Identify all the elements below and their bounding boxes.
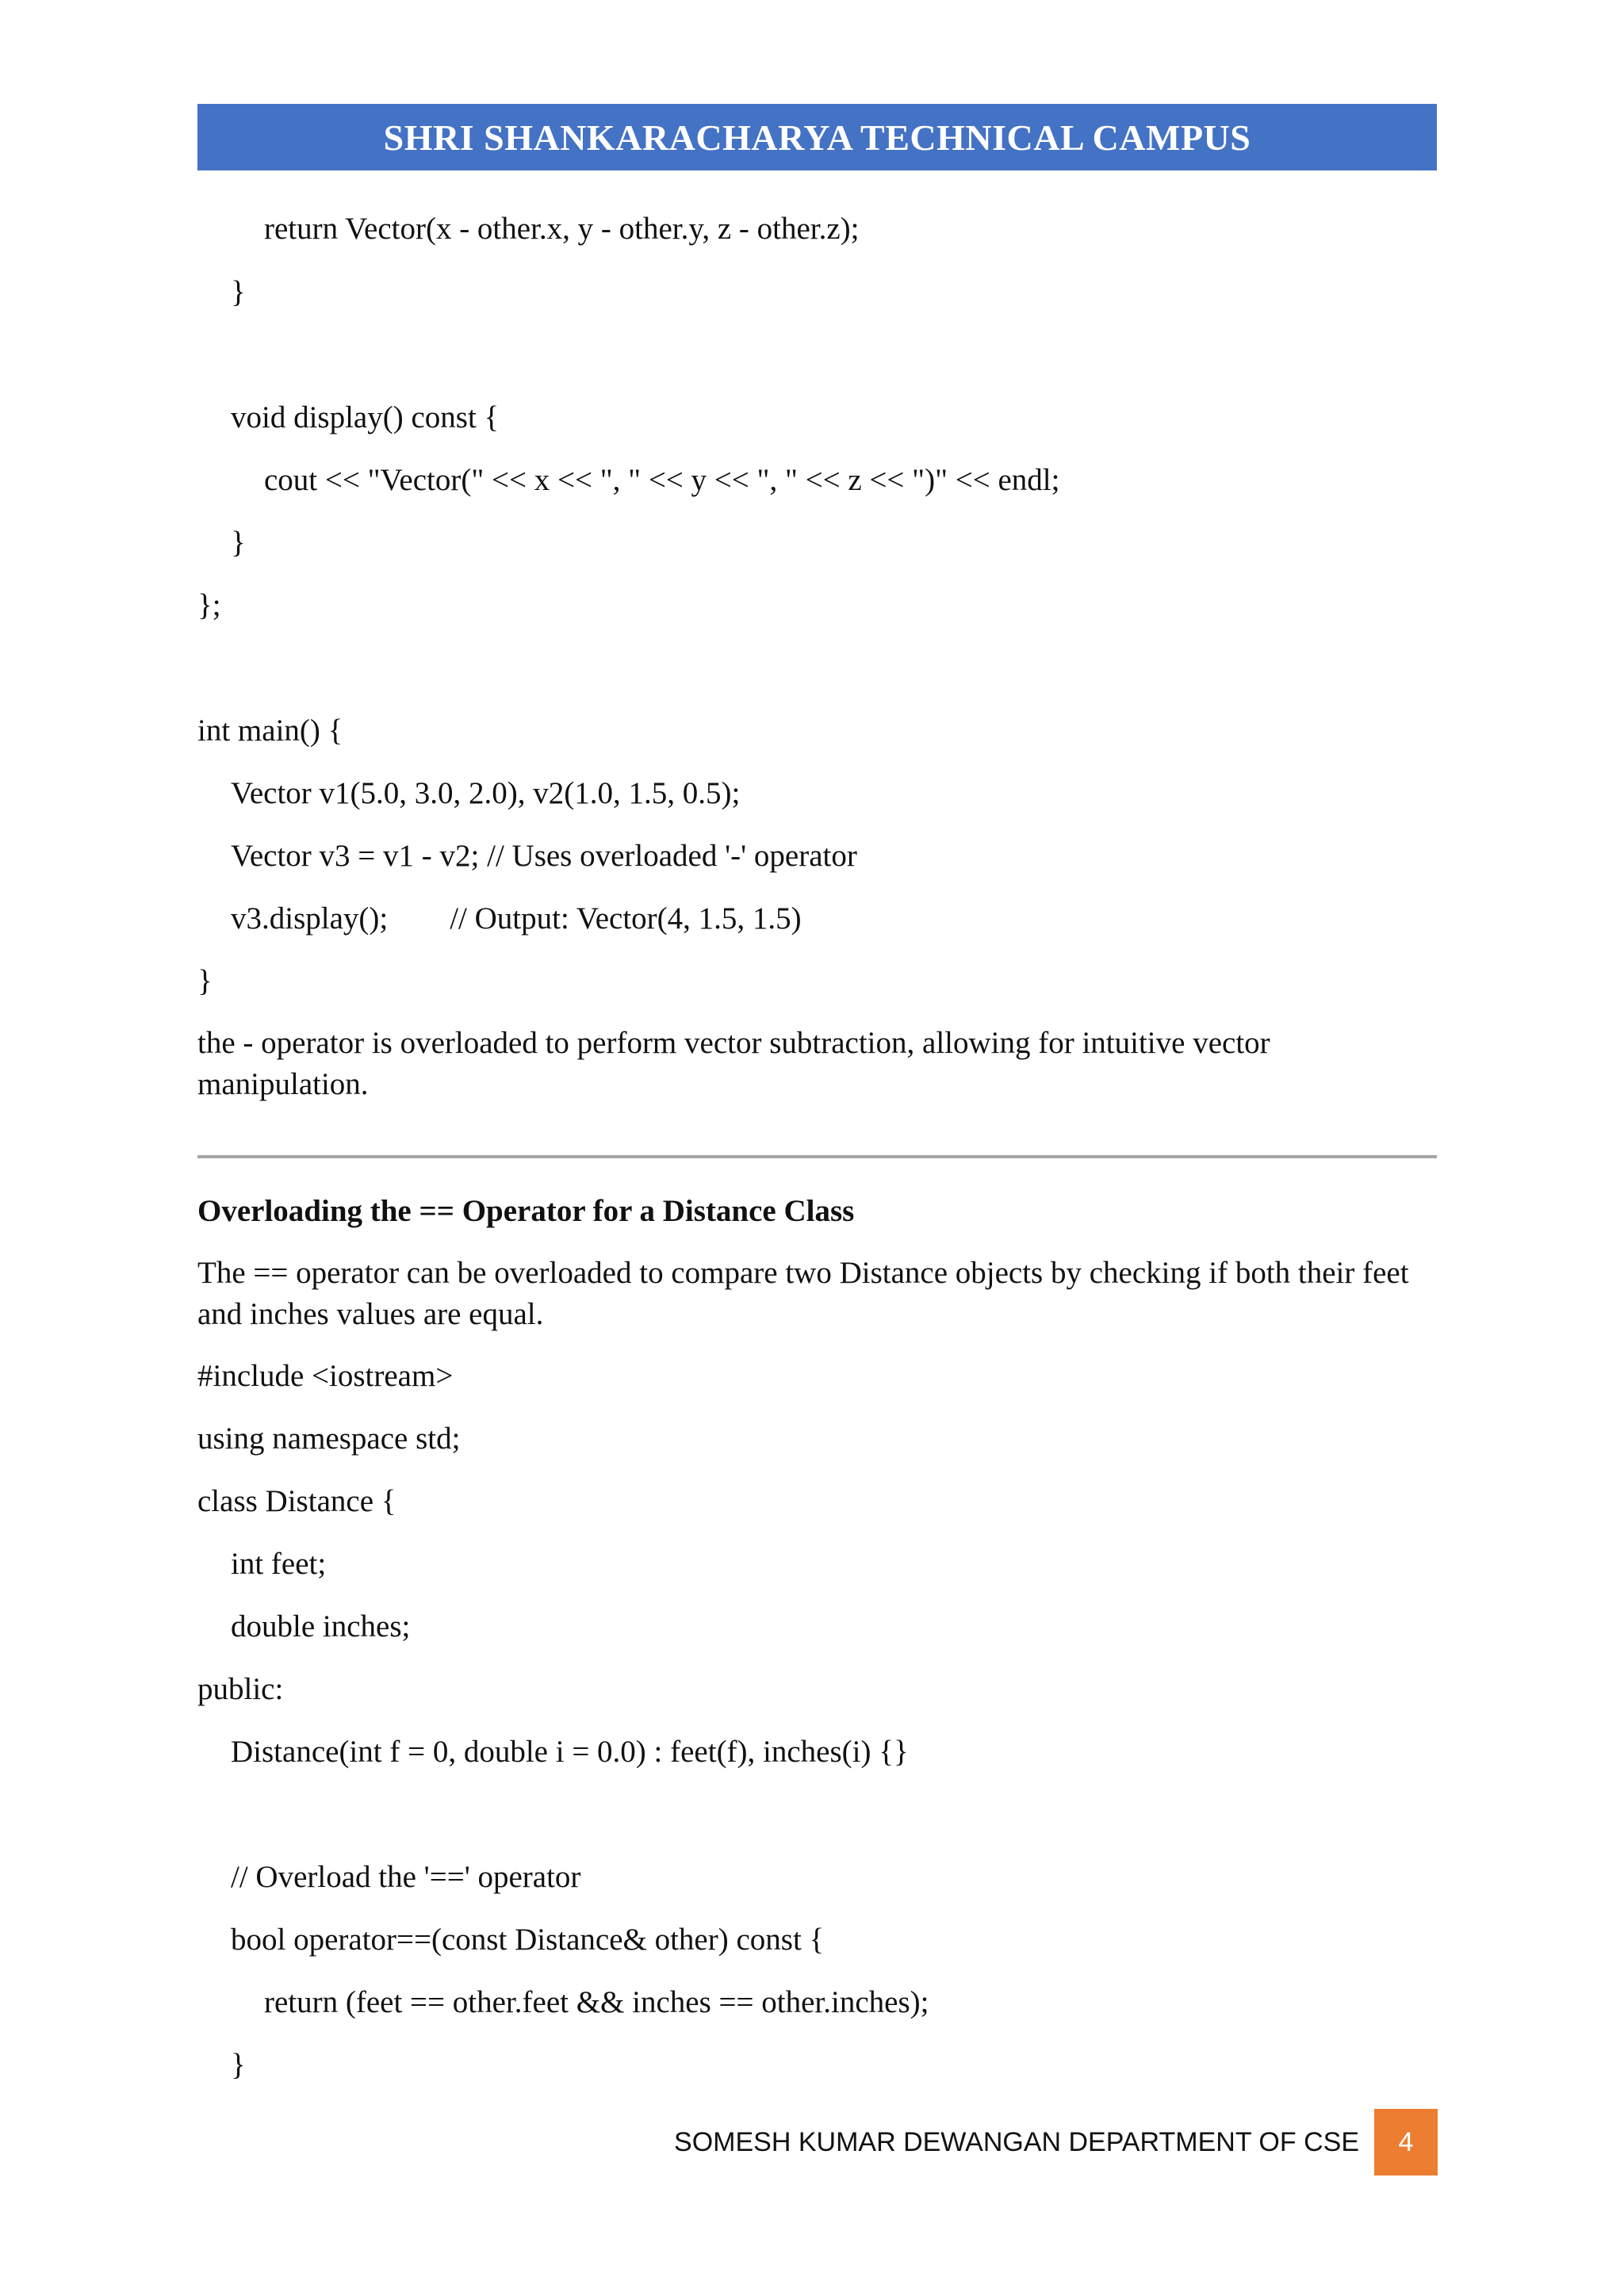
code-line: double inches;: [231, 1609, 411, 1644]
code-line: class Distance {: [197, 1484, 396, 1518]
code-line: #include <iostream>: [197, 1359, 454, 1393]
page-header: [197, 104, 1437, 170]
code-line: return Vector(x - other.x, y - other.y, z - other.z);: [264, 212, 860, 246]
code-line: bool operator==(const Distance& other) const {: [231, 1923, 825, 1957]
code-line: int main() {: [197, 714, 343, 748]
code-line: public:: [197, 1672, 284, 1706]
section-intro: The == operator can be overloaded to compare two Distance objects by checking if both their feet and inches values are equal.: [197, 1256, 1409, 1331]
code-line: return (feet == other.feet && inches == other.inches);: [264, 1985, 929, 2019]
code-line: Vector v1(5.0, 3.0, 2.0), v2(1.0, 1.5, 0.5);: [231, 776, 741, 810]
code-line: }: [231, 526, 246, 560]
code-line: Vector v3 = v1 - v2; // Uses overloaded '-' operator: [231, 839, 857, 873]
code-line: };: [197, 588, 221, 622]
code-line: cout << "Vector(" << x << ", " << y << ", " << z << ")" << endl;: [264, 463, 1060, 497]
page-number-badge: [1374, 2109, 1438, 2175]
code-line: Distance(int f = 0, double i = 0.0) : feet(f), inches(i) {}: [231, 1735, 909, 1769]
explanation-paragraph: the - operator is overloaded to perform vector subtraction, allowing for intuitive vector manipulation.: [197, 1026, 1270, 1101]
code-line: void display() const {: [231, 400, 500, 434]
code-line: }: [231, 275, 246, 309]
horizontal-divider: [197, 1155, 1437, 1158]
code-line: using namespace std;: [197, 1422, 461, 1456]
header-title: SHRI SHANKARACHARYA TECHNICAL CAMPUS: [383, 117, 1251, 158]
code-line: // Overload the '==' operator: [231, 1860, 581, 1894]
footer-author: SOMESH KUMAR DEWANGAN DEPARTMENT OF CSE: [674, 2127, 1359, 2157]
code-line: }: [197, 964, 213, 998]
code-line: int feet;: [231, 1547, 327, 1581]
page-number: 4: [1398, 2126, 1414, 2157]
code-line: v3.display(); // Output: Vector(4, 1.5, 1.5): [231, 901, 802, 936]
section-heading: Overloading the == Operator for a Distance Class: [197, 1194, 855, 1228]
code-line: }: [231, 2048, 246, 2082]
